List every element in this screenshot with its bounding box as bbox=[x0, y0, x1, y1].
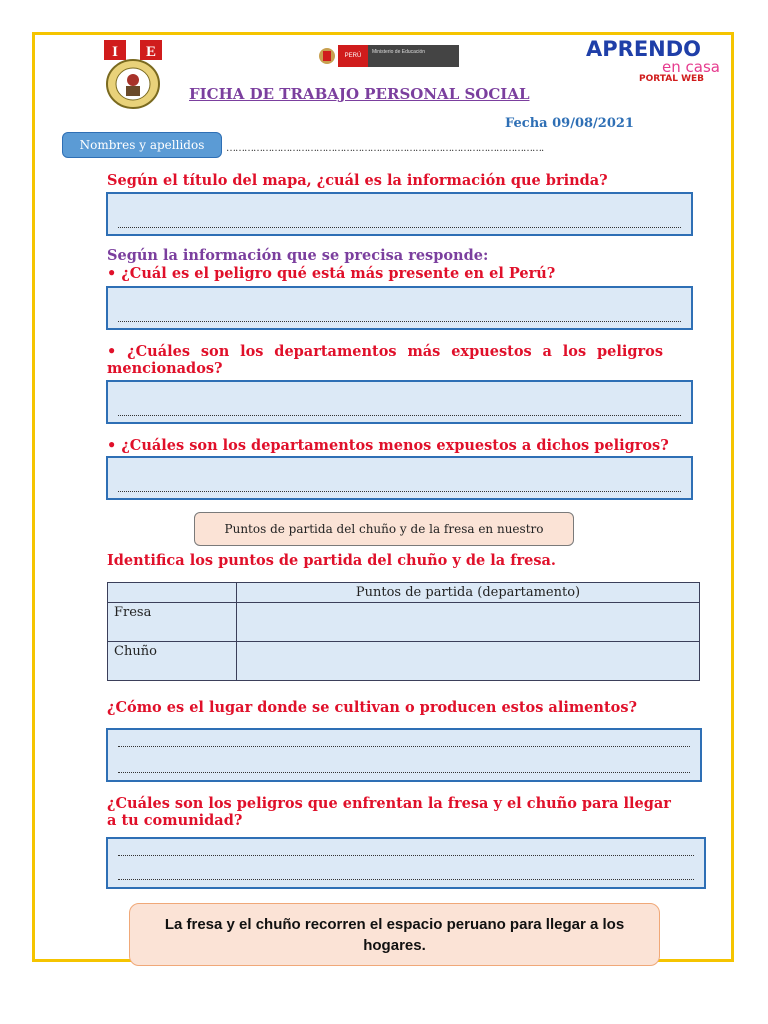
question-map-title: Según el título del mapa, ¿cuál es la información que brinda? bbox=[107, 172, 608, 189]
answer-box-1[interactable] bbox=[106, 192, 693, 236]
answer-line bbox=[118, 491, 681, 492]
question-hazards-transport: ¿Cuáles son los peligros que enfrentan la fresa y el chuño para llegar a tu comunidad? bbox=[107, 795, 671, 829]
row-label-fresa: Fresa bbox=[108, 603, 237, 642]
shield-icon bbox=[316, 45, 338, 67]
question-least-exposed: • ¿Cuáles son los departamentos menos expuestos a dichos peligros? bbox=[107, 437, 669, 454]
page-title: FICHA DE TRABAJO PERSONAL SOCIAL bbox=[189, 85, 530, 103]
question-growing-place: ¿Cómo es el lugar donde se cultivan o producen estos alimentos? bbox=[107, 699, 637, 716]
aprendo-en-casa-logo: APRENDO en casa PORTAL WEB bbox=[586, 37, 720, 84]
table-header-row bbox=[108, 583, 700, 603]
answer-cell-chuno[interactable] bbox=[237, 642, 700, 681]
school-badge-logo bbox=[102, 40, 164, 110]
table-corner-cell bbox=[108, 583, 237, 603]
starting-points-table bbox=[107, 582, 700, 681]
answer-box-4[interactable] bbox=[106, 456, 693, 500]
answer-line bbox=[118, 855, 694, 856]
ministry-logo bbox=[316, 45, 459, 67]
table-row bbox=[108, 603, 700, 642]
name-input-line[interactable]: ……………………………………………………………………………………………. bbox=[226, 143, 544, 154]
svg-text:E: E bbox=[145, 44, 157, 60]
answer-box-2[interactable] bbox=[106, 286, 693, 330]
svg-text:I: I bbox=[112, 44, 118, 60]
identify-instruction: Identifica los puntos de partida del chuño y de la fresa. bbox=[107, 552, 556, 569]
answer-box-6[interactable] bbox=[106, 837, 706, 889]
table-row bbox=[108, 642, 700, 681]
date-label: Fecha 09/08/2021 bbox=[505, 116, 634, 131]
question-most-exposed: • ¿Cuáles son los departamentos más expuestos a los peligros mencionados? bbox=[107, 343, 663, 377]
answer-line bbox=[118, 415, 681, 416]
answer-line bbox=[118, 321, 681, 322]
question-main-hazard: • ¿Cuál es el peligro qué está más presente en el Perú? bbox=[107, 265, 556, 282]
ministry-label: Ministerio de Educación bbox=[368, 45, 459, 67]
answer-box-3[interactable] bbox=[106, 380, 693, 424]
table-header-cell: Puntos de partida (departamento) bbox=[237, 583, 700, 603]
answer-cell-fresa[interactable] bbox=[237, 603, 700, 642]
peru-label: PERÚ bbox=[338, 45, 368, 67]
answer-line bbox=[118, 227, 681, 228]
section-label: Puntos de partida del chuño y de la fresa en nuestro bbox=[194, 512, 574, 546]
footer-note: La fresa y el chuño recorren el espacio peruano para llegar a los hogares. bbox=[129, 903, 660, 966]
name-label-tab: Nombres y apellidos bbox=[62, 132, 222, 158]
answer-line bbox=[118, 879, 694, 880]
instruction-text: Según la información que se precisa responde: bbox=[107, 247, 489, 264]
answer-box-5[interactable] bbox=[106, 728, 702, 782]
answer-line bbox=[118, 746, 690, 747]
row-label-chuno: Chuño bbox=[108, 642, 237, 681]
answer-line bbox=[118, 772, 690, 773]
